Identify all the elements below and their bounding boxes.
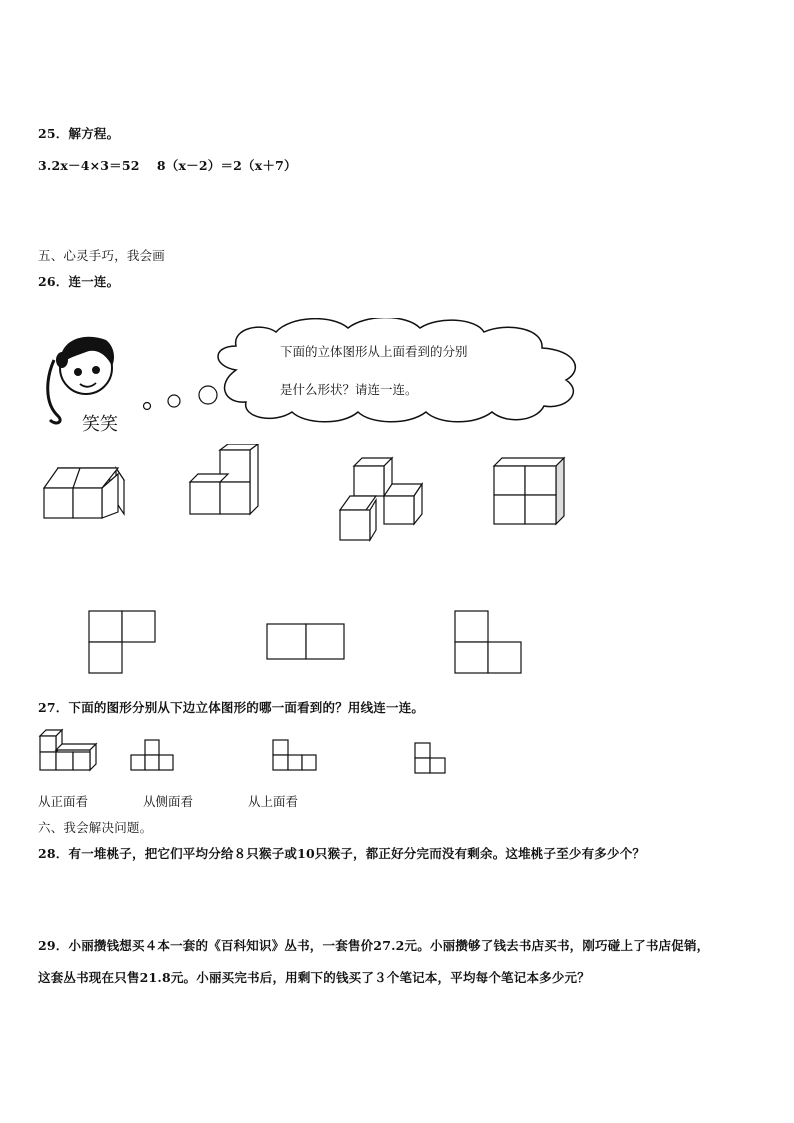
q27-title: 27．下面的图形分别从下边立体图形的哪一面看到的？用线连一连。 [38,700,425,715]
top-view-2 [264,621,348,663]
cloud-shape [218,318,575,422]
top-view-3 [452,608,526,676]
q28-text: 28．有一堆桃子，把它们平均分给８只猴子或10只猴子，都正好分完而没有剩余。这堆桃子至少有多少个？ [38,846,646,861]
section6-title: 六、我会解决问题。 [38,820,153,835]
solid-2 [186,444,266,524]
thought-illustration [36,318,586,438]
solid-4 [490,454,570,528]
q27-view-3 [412,740,448,778]
top-view-1 [86,608,158,676]
q29-line-2: 这套丛书现在只售21.8元。小丽买完书后，用剩下的钱买了３个笔记本，平均每个笔记本多少元？ [38,970,590,985]
section5-title: 五、心灵手巧，我会画 [38,248,166,263]
q27-view-1 [128,738,176,774]
cloud-line-2: 是什么形状？请连一连。 [280,382,418,397]
solid-1 [40,462,130,522]
view-label-front: 从正面看 [38,794,89,809]
q27-solid [38,728,100,774]
cloud-line-1: 下面的立体图形从上面看到的分别 [280,344,468,359]
q25-title: 25．解方程。 [38,126,120,141]
q27-view-2 [270,738,320,774]
girl-name: 笑笑 [82,414,118,435]
q25-equations: 3.2x－4×3＝52 8（x－2）＝2（x＋7） [38,158,297,173]
view-label-side: 从侧面看 [143,794,194,809]
solid-3 [336,454,432,544]
q26-title: 26．连一连。 [38,274,120,289]
view-label-top: 从上面看 [248,794,299,809]
q29-line-1: 29．小丽攒钱想买４本一套的《百科知识》丛书，一套售价27.2元。小丽攒够了钱去书店买书，刚巧碰上了书店促销， [38,938,710,953]
